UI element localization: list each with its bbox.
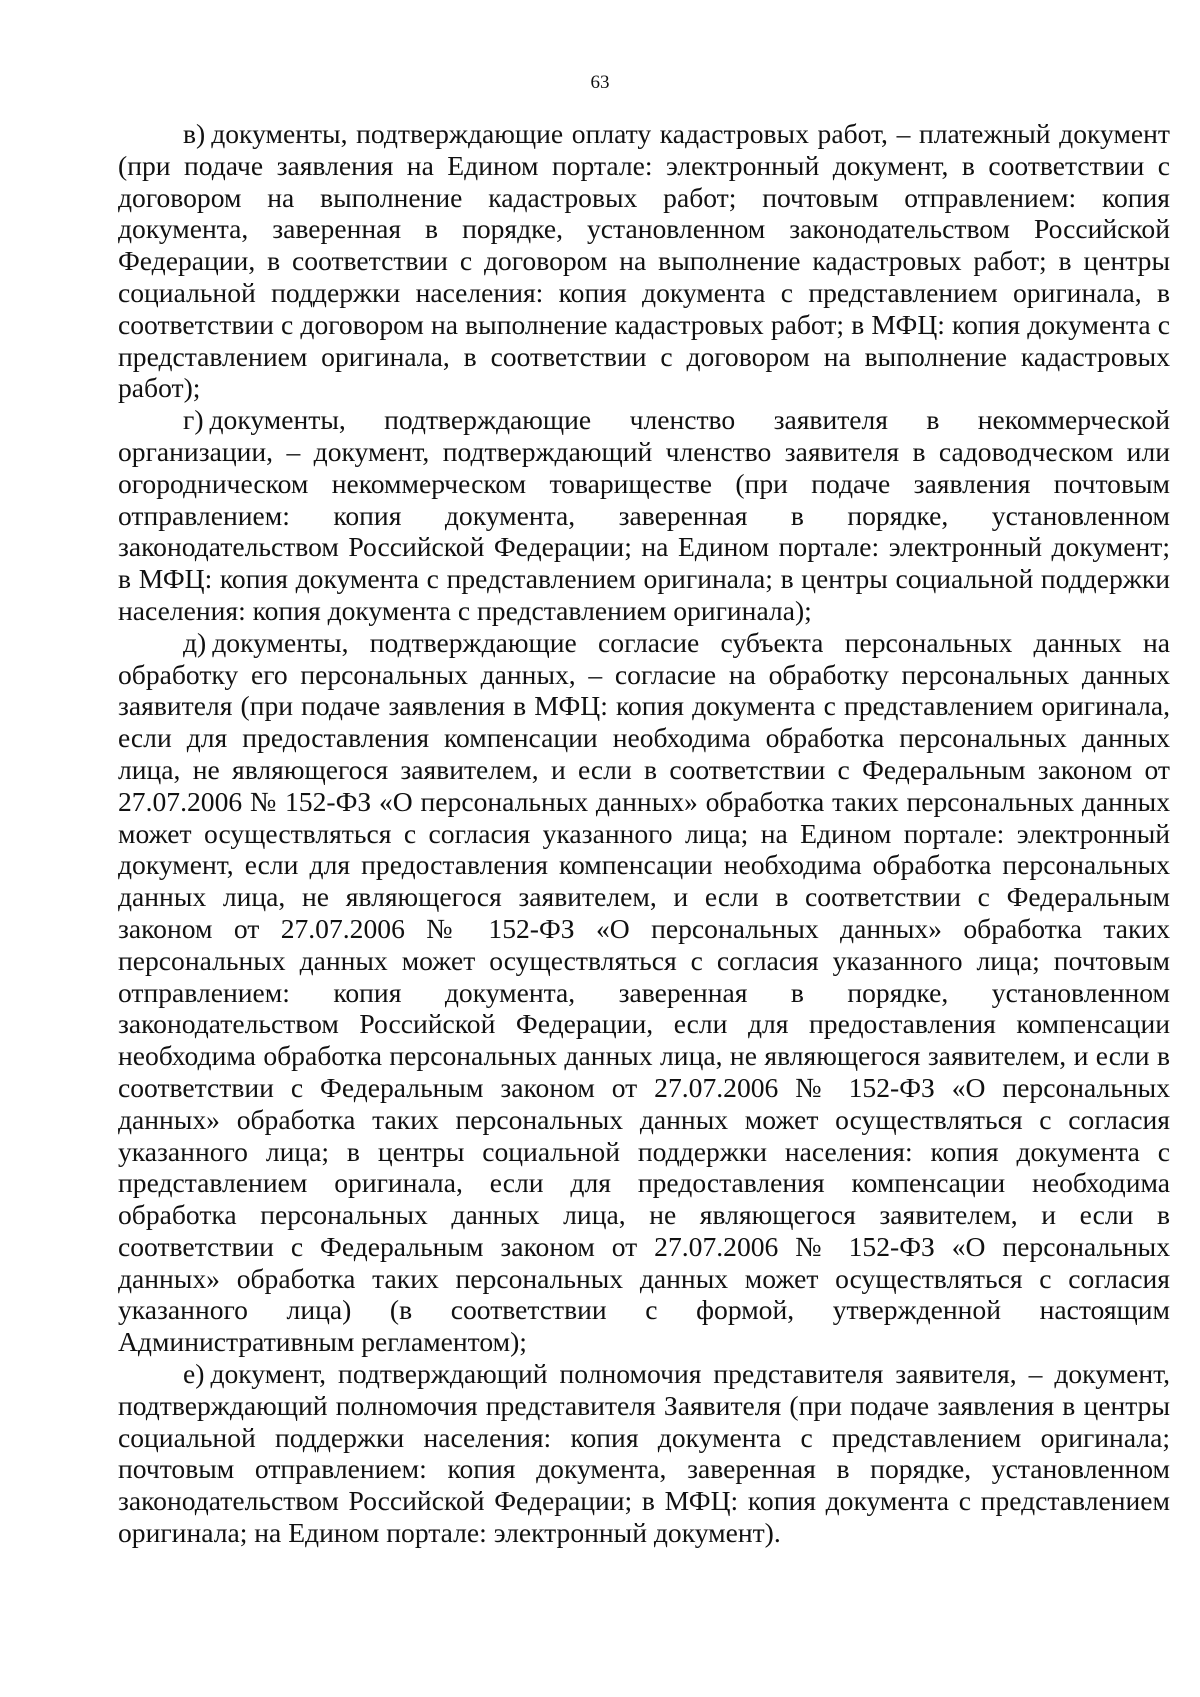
document-body bbox=[118, 118, 1170, 1549]
paragraph-text: документы, подтверждающие согласие субъекта персональных данных на обработку его персональных данных, – согласие на обработку персональных данных заявителя (при подаче заявления в МФЦ: копия документа с представлением оригинала, если для предоставления компенсации необходима обработка персональных данных лица, не являющегося заявителем, и если в соответствии с Федеральным законом от 27.07.2006 № 152-ФЗ «О персональных данных» обработка таких персональных данных может осуществляться с согласия указанного лица; на Едином портале: электронный документ, если для предоставления компенсации необходима обработка персональных данных лица, не являющегося заявителем, и если в соответствии с Федеральным законом от 27.07.2006 № 152-ФЗ «О персональных данных» обработка таких персональных данных может осуществляться с согласия указанного лица; почтовым отправлением: копия документа, заверенная в порядке, установленном законодательством Российской Федерации, если для предоставления компенсации необходима обработка персональных данных лица, не являющегося заявителем, и если в соответствии с Федеральным законом от 27.07.2006 № 152-ФЗ «О персональных данных» обработка таких персональных данных может осуществляться с согласия указанного лица; в центры социальной поддержки населения: копия документа с представлением оригинала, если для предоставления компенсации необходима обработка персональных данных лица, не являющегося заявителем, и если в соответствии с Федеральным законом от 27.07.2006 № 152-ФЗ «О персональных данных» обработка таких персональных данных может осуществляться с согласия указанного лица) (в соответствии с формой, утвержденной настоящим Административным регламентом); bbox=[118, 626, 1170, 1358]
paragraph-e bbox=[118, 1358, 1170, 1549]
paragraph-letter: г) bbox=[183, 404, 204, 436]
paragraph-letter: в) bbox=[183, 118, 206, 149]
paragraph-text: документы, подтверждающие оплату кадастровых работ, – платежный документ (при подаче заявления на Едином портале: электронный документ, в соответствии с договором на выполнение кадастровых работ; почтовым отправлением: копия документа, заверенная в порядке, установленном законодательством Российской Федерации, в соответствии с договором на выполнение кадастровых работ; в центры социальной поддержки населения: копия документа с представлением оригинала, в соответствии с договором на выполнение кадастровых работ; в МФЦ: копия документа с представлением оригинала, в соответствии с договором на выполнение кадастровых работ); bbox=[118, 118, 1170, 404]
paragraph-text: документ, подтверждающий полномочия представителя заявителя, – документ, подтверждающий полномочия представителя Заявителя (при подаче заявления в центры социальной поддержки населения: копия документа с представлением оригинала; почтовым отправлением: копия документа, заверенная в порядке, установленном законодательством Российской Федерации; в МФЦ: копия документа с представлением оригинала; на Едином портале: электронный документ). bbox=[118, 1358, 1170, 1549]
paragraph-letter: е) bbox=[183, 1358, 205, 1390]
paragraph-letter: д) bbox=[183, 626, 207, 658]
paragraph-v bbox=[118, 118, 1170, 404]
paragraph-g bbox=[118, 404, 1170, 627]
paragraph-d bbox=[118, 627, 1170, 1358]
paragraph-text: документы, подтверждающие членство заявителя в некоммерческой организации, – документ, подтверждающий членство заявителя в садоводческом или огородническом некоммерческом товариществе (при подаче заявления почтовым отправлением: копия документа, заверенная в порядке, установленном законодательством Российской Федерации; на Едином портале: электронный документ; в МФЦ: копия документа с представлением оригинала; в центры социальной поддержки населения: копия документа с представлением оригинала); bbox=[118, 404, 1170, 626]
page-number: 63 bbox=[590, 72, 610, 93]
